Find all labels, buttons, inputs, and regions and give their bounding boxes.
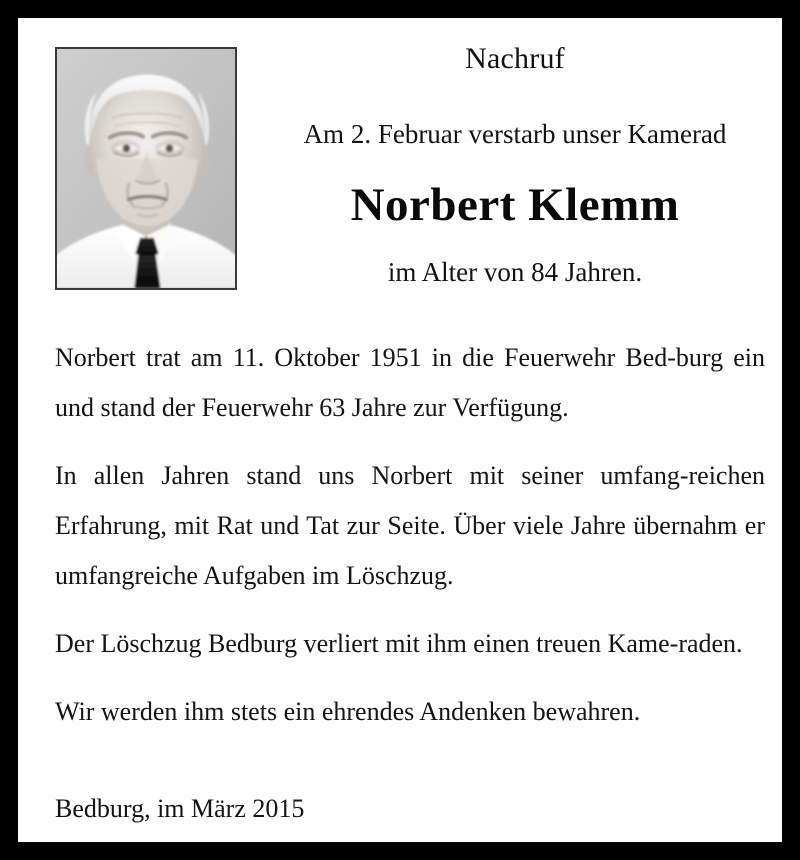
body-paragraph: Der Löschzug Bedburg verliert mit ihm einen treuen Kame-raden. <box>55 629 743 658</box>
portrait-photo-image <box>57 49 235 288</box>
body-text-block <box>55 333 765 737</box>
age-line: im Alter von 84 Jahren. <box>387 257 643 287</box>
place-and-date: Bedburg, im März 2015 <box>55 794 305 823</box>
body-paragraph: In allen Jahren stand uns Norbert mit seiner umfang-reichen Erfahrung, mit Rat und Tat zur Seite. Über viele Jahre übernahm er umfangreiche Aufgaben im Löschzug. <box>55 461 765 590</box>
body-paragraph: Wir werden ihm stets ein ehrendes Andenken bewahren. <box>55 697 641 726</box>
header-region <box>18 18 782 318</box>
death-announcement-line: Am 2. Februar verstarb unser Kamerad <box>303 119 727 149</box>
body-paragraph: Norbert trat am 11. Oktober 1951 in die Feuerwehr Bed-burg ein und stand der Feuerwehr 63 Jahre zur Verfügung. <box>55 343 765 422</box>
notice-sheet <box>18 18 782 842</box>
header-text-block <box>248 18 782 286</box>
notice-title: Nachruf <box>465 42 565 75</box>
deceased-name: Norbert Klemm <box>350 179 680 231</box>
portrait-photo <box>55 47 237 290</box>
